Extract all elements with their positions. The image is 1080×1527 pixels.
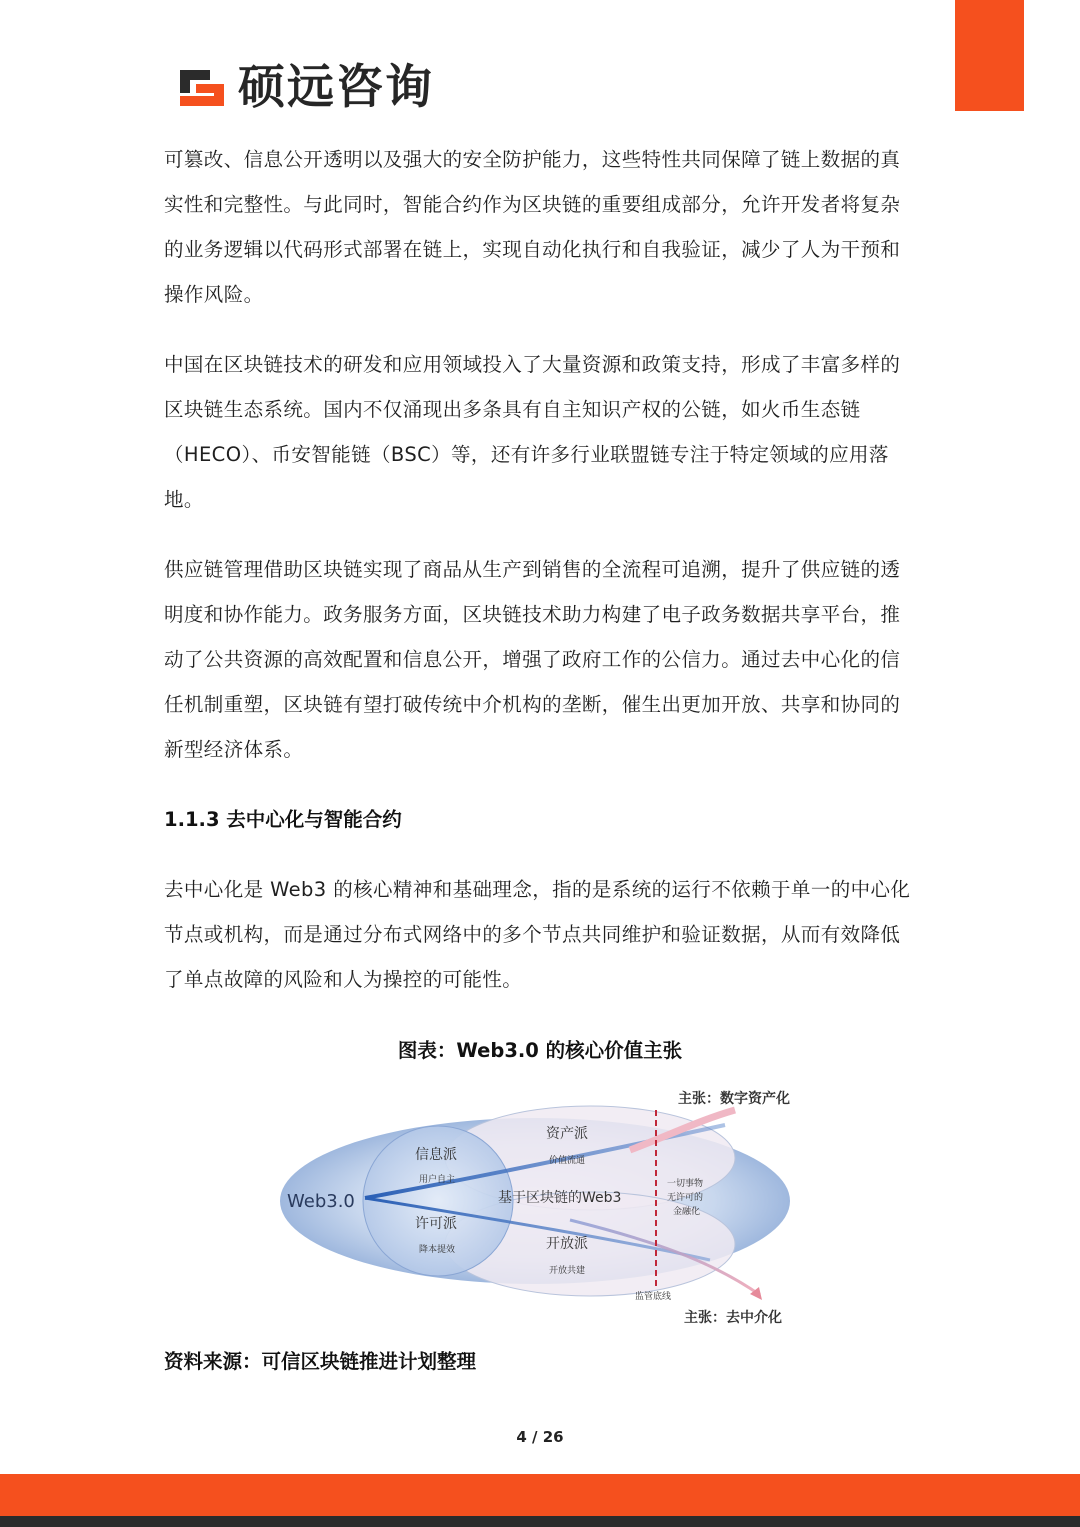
document-body xyxy=(164,137,916,1002)
asset-sub-label: 价值流通 xyxy=(549,1156,586,1166)
open-sub-label: 开放共建 xyxy=(549,1266,586,1276)
asset-school-label: 资产派 xyxy=(546,1126,588,1142)
right-line2-label: 无许可的 xyxy=(667,1193,704,1203)
permission-sub-label: 降本提效 xyxy=(419,1245,456,1255)
brand-name: 硕远咨询 xyxy=(238,60,434,115)
claim-top-label: 主张：数字资产化 xyxy=(678,1091,790,1107)
permission-school-label: 许可派 xyxy=(415,1216,457,1232)
open-school-label: 开放派 xyxy=(546,1236,588,1252)
paragraph-china-ecosystem: 中国在区块链技术的研发和应用领域投入了大量资源和政策支持，形成了丰富多样的区块链生态系统。国内不仅涌现出多条具有自主知识产权的公链，如火币生态链（HECO）、币安智能链（BSC）等，还有许多行业联盟链专注于特定领域的应用落地。 xyxy=(164,353,901,511)
info-school-label: 信息派 xyxy=(415,1147,457,1163)
footer-dark-strip xyxy=(0,1516,1080,1527)
page-number: 4 / 26 xyxy=(516,1428,564,1446)
paragraph-decentralization: 去中心化是 Web3 的核心精神和基础理念，指的是系统的运行不依赖于单一的中心化节点或机构，而是通过分布式网络中的多个节点共同维护和验证数据，从而有效降低了单点故障的风险和人为操控的可能性。 xyxy=(164,878,911,991)
web3-value-diagram xyxy=(270,1080,815,1330)
paragraph-applications: 供应链管理借助区块链实现了商品从生产到销售的全流程可追溯，提升了供应链的透明度和协作能力。政务服务方面，区块链技术助力构建了电子政务数据共享平台，推动了公共资源的高效配置和信息公开，增强了政府工作的公信力。通过去中心化的信任机制重塑，区块链有望打破传统中介机构的垄断，催生出更加开放、共享和协同的新型经济体系。 xyxy=(164,558,901,761)
right-line1-label: 一切事物 xyxy=(667,1179,704,1189)
footer-accent-bar xyxy=(0,1474,1080,1516)
regulation-label: 监管底线 xyxy=(635,1292,672,1302)
claim-bottom-label: 主张：去中介化 xyxy=(684,1310,782,1326)
info-sub-label: 用户自主 xyxy=(419,1175,456,1185)
center-label: 基于区块链的Web3 xyxy=(498,1190,622,1206)
brand-mark-icon xyxy=(176,66,228,110)
corner-accent-block xyxy=(955,0,1024,111)
brand-logo xyxy=(176,58,434,118)
figure-source: 资料来源：可信区块链推进计划整理 xyxy=(164,1350,477,1373)
paragraph-integrity: 可篡改、信息公开透明以及强大的安全防护能力，这些特性共同保障了链上数据的真实性和完整性。与此同时，智能合约作为区块链的重要组成部分，允许开发者将复杂的业务逻辑以代码形式部署在链上，实现自动化执行和自我验证，减少了人为干预和操作风险。 xyxy=(164,148,901,306)
figure-title: 图表：Web3.0 的核心价值主张 xyxy=(397,1039,683,1062)
section-heading: 1.1.3 去中心化与智能合约 xyxy=(164,808,402,831)
web3-label: Web3.0 xyxy=(287,1191,355,1212)
right-line3-label: 金融化 xyxy=(673,1207,701,1217)
